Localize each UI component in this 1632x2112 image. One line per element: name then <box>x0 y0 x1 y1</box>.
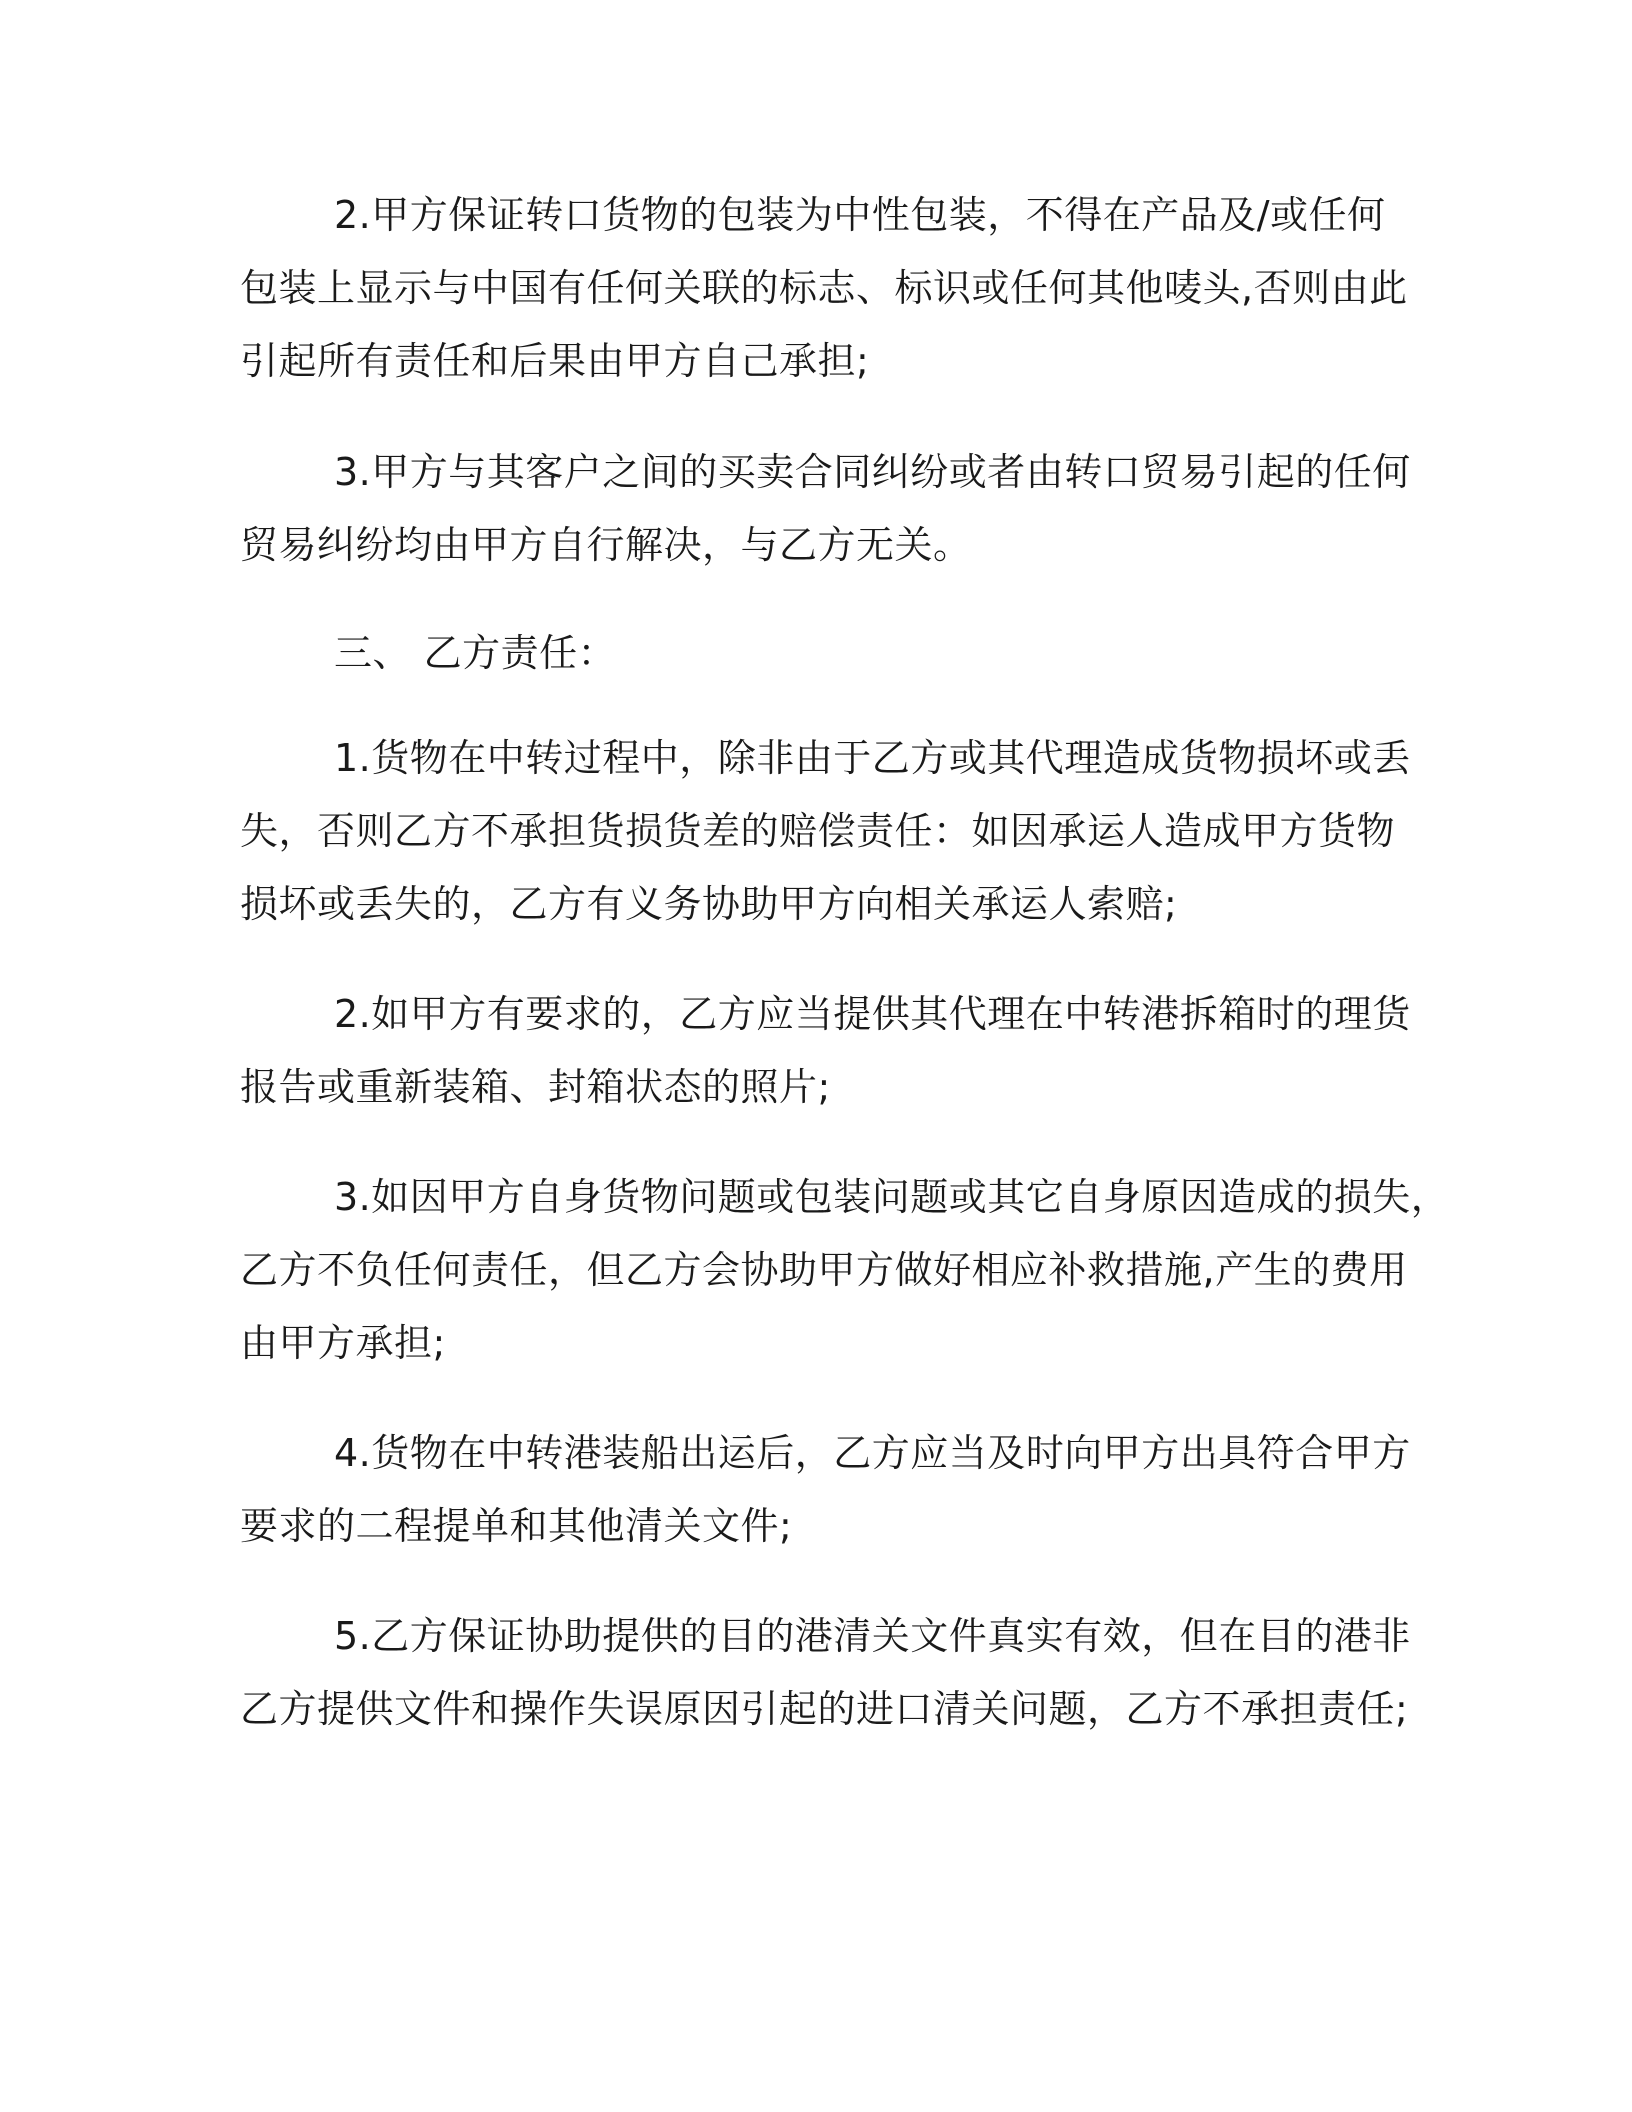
text-line-03: 引起所有责任和后果由甲方自己承担; <box>240 339 870 383</box>
text-line-13: 乙方不负任何责任，但乙方会协助甲方做好相应补救措施,产生的费用 <box>240 1248 1408 1292</box>
text-line-12: 3.如因甲方自身货物问题或包装问题或其它自身原因造成的损失， <box>334 1175 1450 1219</box>
text-line-16: 要求的二程提单和其他清关文件; <box>240 1504 793 1548</box>
text-line-08: 失，否则乙方不承担货损货差的赔偿责任：如因承运人造成甲方货物 <box>240 809 1396 853</box>
text-line-07: 1.货物在中转过程中，除非由于乙方或其代理造成货物损坏或丢 <box>334 736 1411 780</box>
text-line-15: 4.货物在中转港装船出运后，乙方应当及时向甲方出具符合甲方 <box>334 1431 1411 1475</box>
text-line-09: 损坏或丢失的，乙方有义务协助甲方向相关承运人索赔; <box>240 882 1178 926</box>
text-line-14: 由甲方承担; <box>240 1321 446 1365</box>
text-line-18: 乙方提供文件和操作失误原因引起的进口清关问题，乙方不承担责任; <box>240 1687 1409 1731</box>
text-line-04: 3.甲方与其客户之间的买卖合同纠纷或者由转口贸易引起的任何 <box>334 450 1411 494</box>
section-heading: 三、 乙方责任： <box>334 631 617 675</box>
text-line-05: 贸易纠纷均由甲方自行解决，与乙方无关。 <box>240 523 972 567</box>
text-line-17: 5.乙方保证协助提供的目的港清关文件真实有效，但在目的港非 <box>334 1614 1411 1658</box>
text-line-02: 包装上显示与中国有任何关联的标志、标识或任何其他唛头,否则由此 <box>240 266 1408 310</box>
text-line-11: 报告或重新装箱、封箱状态的照片; <box>240 1065 831 1109</box>
text-line-01: 2.甲方保证转口货物的包装为中性包装，不得在产品及/或任何 <box>334 193 1386 237</box>
text-line-10: 2.如甲方有要求的，乙方应当提供其代理在中转港拆箱时的理货 <box>334 992 1411 1036</box>
